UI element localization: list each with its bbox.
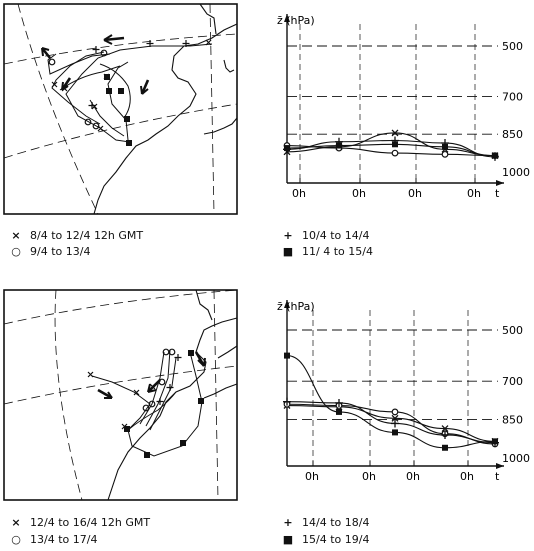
legend-marker: ○ [11, 245, 21, 258]
y-tick-label: 500 [502, 40, 523, 53]
y-axis-label: z̄ (hPa) [277, 14, 315, 27]
point-square [392, 141, 398, 147]
legend-text: 13/4 to 17/4 [30, 533, 98, 546]
legend-text: 15/4 to 19/4 [302, 533, 370, 546]
map-top-frame [4, 4, 237, 214]
legend-marker: + [283, 516, 293, 529]
y-tick-label: 500 [502, 324, 523, 337]
x-tick-label: 0h [408, 187, 422, 200]
map-top-trajectories [48, 44, 212, 142]
x-tick-label: 0h [460, 470, 474, 483]
legend-text: 10/4 to 14/4 [302, 229, 370, 242]
chart-bottom [277, 300, 530, 483]
legend-text: 9/4 to 13/4 [30, 245, 91, 258]
map-top-arrows [42, 35, 148, 94]
legend-marker: + [283, 229, 293, 242]
x-tick-label: 0h [292, 187, 306, 200]
x-axis-label: t [495, 470, 500, 483]
map-top-coastline [94, 4, 237, 214]
map-bottom-squares [124, 350, 204, 458]
map-bottom [4, 290, 237, 500]
point-square [392, 429, 398, 435]
map-bottom-markers [88, 349, 182, 429]
map-top-markers [49, 40, 211, 131]
x-axis-arrow [496, 180, 504, 186]
y-tick-label: 1000 [502, 452, 530, 465]
point-square [336, 143, 342, 149]
x-tick-label: 0h [362, 470, 376, 483]
series-line-square [287, 144, 495, 155]
chart-top [277, 14, 530, 200]
y-tick-label: 700 [502, 375, 523, 389]
y-tick-label: 850 [502, 413, 523, 427]
map-bottom-arrows [98, 352, 205, 398]
legend-top-right-1 [280, 229, 369, 242]
legend-bottom-right-1 [280, 516, 369, 529]
point-square [284, 145, 290, 151]
y-tick-label: 850 [502, 128, 523, 142]
legend-text: 12/4 to 16/4 12h GMT [30, 516, 151, 529]
point-o [392, 409, 398, 415]
x-tick-label: 0h [352, 187, 366, 200]
x-axis-label: t [495, 187, 500, 200]
point-o [392, 150, 398, 156]
legend-marker: ■ [282, 245, 294, 258]
point-square [442, 445, 448, 451]
legend-text: 8/4 to 12/4 12h GMT [30, 229, 144, 242]
legend-bottom-right-2 [280, 533, 369, 546]
point-square [492, 438, 498, 444]
map-bottom-graticule [4, 290, 237, 500]
point-square [284, 353, 290, 359]
y-tick-label: 700 [502, 90, 523, 104]
point-square [492, 153, 498, 159]
legend-marker: × [11, 229, 21, 242]
legend-marker: × [11, 516, 21, 529]
y-tick-label: 1000 [502, 166, 530, 179]
x-tick-label: 0h [305, 470, 319, 483]
series-line-square [287, 356, 495, 448]
map-top [4, 4, 237, 214]
point-square [336, 409, 342, 415]
point-square [442, 144, 448, 150]
map-bottom-coastline [108, 290, 237, 500]
map-bottom-frame [4, 290, 237, 500]
legend-bottom-left-2 [8, 533, 97, 546]
legend-top-right-2 [280, 245, 373, 258]
map-top-graticule [4, 4, 237, 214]
legend-text: 14/4 to 18/4 [302, 516, 370, 529]
legend-bottom-left-1 [8, 516, 150, 529]
y-axis-label: z̄ (hPa) [277, 300, 315, 313]
legend-marker: ○ [11, 533, 21, 546]
point-o [442, 152, 448, 158]
legend-top-left-2 [8, 245, 90, 258]
legend-marker: ■ [282, 533, 294, 546]
legend-top-left-1 [8, 229, 143, 242]
x-tick-label: 0h [406, 470, 420, 483]
x-tick-label: 0h [467, 187, 481, 200]
legend-text: 11/ 4 to 15/4 [302, 245, 373, 258]
